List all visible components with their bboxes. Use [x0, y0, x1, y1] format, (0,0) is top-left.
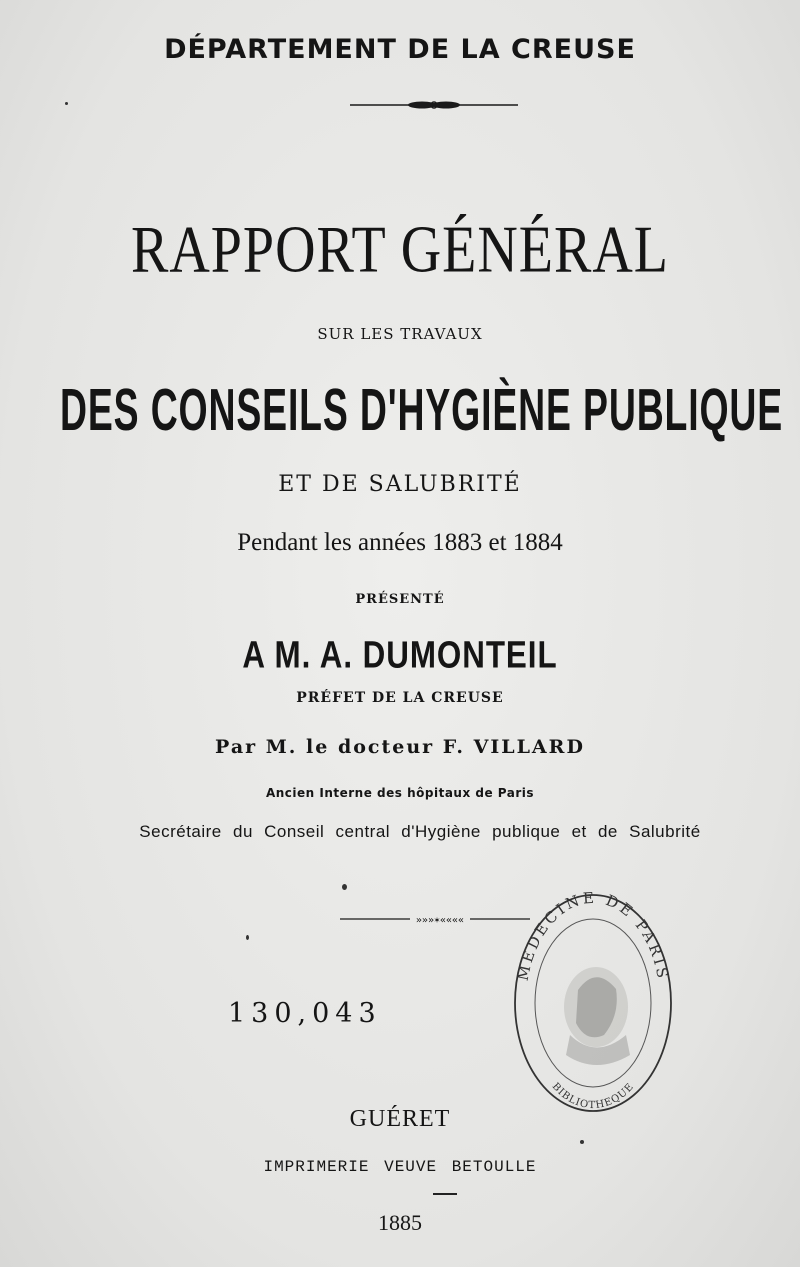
ink-speck — [342, 884, 347, 890]
recipient-name: A M. A. DUMONTEIL — [242, 633, 558, 676]
author-line: Par M. le docteur F. VILLARD — [215, 736, 585, 758]
catalog-number: 130,043 — [228, 998, 382, 1029]
ornament-divider — [350, 98, 518, 112]
rule — [433, 1193, 457, 1195]
author-role: Secrétaire du Conseil central d'Hygiène publique et de Salubrité — [139, 822, 701, 841]
svg-text:BIBLIOTHEQUE: BIBLIOTHEQUE — [549, 1081, 637, 1112]
printer: IMPRIMERIE VEUVE BETOULLE — [263, 1158, 537, 1176]
city: GUÉRET — [349, 1106, 451, 1132]
report-title: RAPPORT GÉNÉRAL — [130, 212, 669, 288]
presented-label: PRÉSENTÉ — [355, 592, 445, 607]
svg-text:MEDECINE DE PARIS: MEDECINE DE PARIS — [513, 888, 673, 983]
ornament-divider-2 — [340, 912, 530, 926]
report-heading: DES CONSEILS D'HYGIÈNE PUBLIQUE — [60, 377, 784, 444]
svg-text:»»»✶««««: »»»✶«««« — [415, 915, 465, 926]
report-subtitle: SUR LES TRAVAUX — [317, 325, 483, 343]
ink-speck — [580, 1140, 584, 1144]
author-credential: Ancien Interne des hôpitaux de Paris — [265, 786, 535, 800]
report-period: Pendant les années 1883 et 1884 — [237, 529, 563, 556]
report-heading-sub: ET DE SALUBRITÉ — [278, 472, 522, 497]
recipient-title: PRÉFET DE LA CREUSE — [296, 690, 504, 706]
department-heading: DÉPARTEMENT DE LA CREUSE — [164, 34, 636, 65]
ink-speck — [65, 102, 68, 105]
ink-speck — [246, 935, 249, 940]
publication-year: 1885 — [378, 1210, 422, 1235]
library-stamp — [508, 885, 678, 1120]
